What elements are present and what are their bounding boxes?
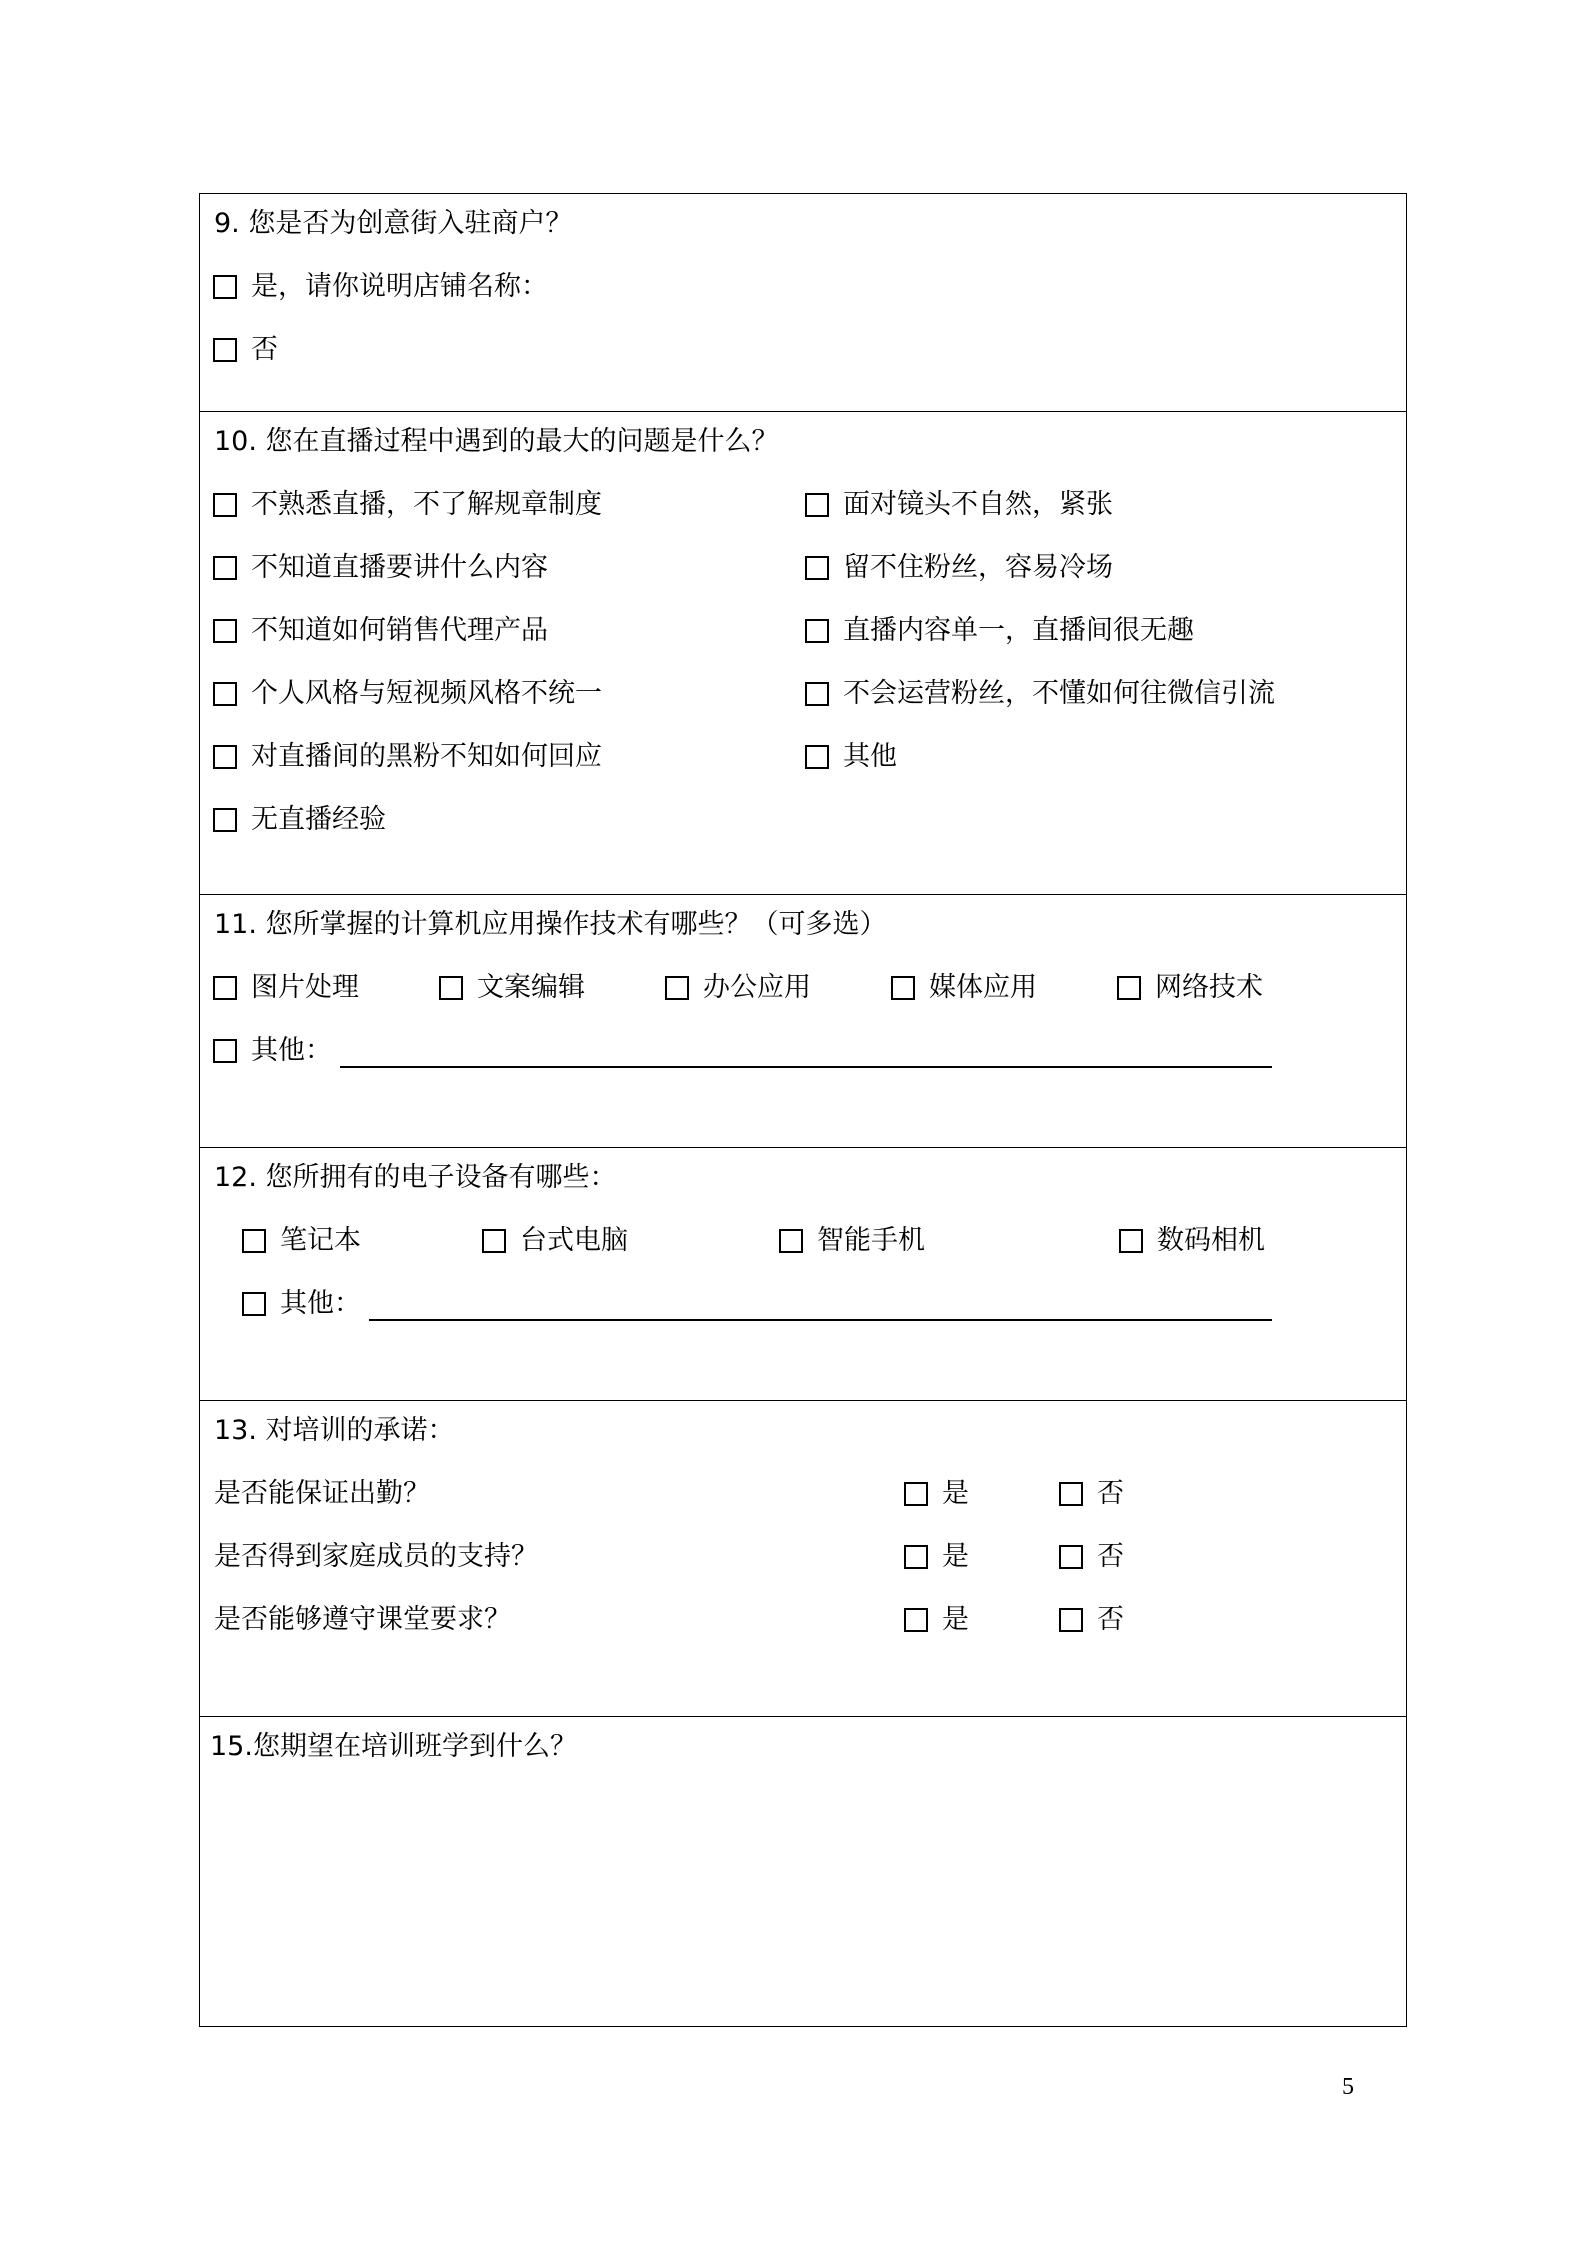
option-label: 台式电脑 xyxy=(520,1225,628,1256)
question-11-title: 11. 您所掌握的计算机应用操作技术有哪些？（可多选） xyxy=(214,909,887,940)
question-15-title: 15.您期望在培训班学到什么？ xyxy=(210,1731,577,1762)
option-label: 笔记本 xyxy=(280,1225,361,1256)
q11-option-other[interactable] xyxy=(213,1034,332,1068)
option-label: 无直播经验 xyxy=(251,804,386,835)
q10-option-10[interactable] xyxy=(805,740,897,774)
q12-option-3[interactable] xyxy=(779,1224,925,1258)
q13-row-1-yes[interactable] xyxy=(904,1477,969,1511)
checkbox[interactable] xyxy=(213,976,237,1000)
option-label: 否 xyxy=(251,334,278,365)
q11-option-2[interactable] xyxy=(439,971,585,1005)
option-label: 对直播间的黑粉不知如何回应 xyxy=(251,741,602,772)
checkbox[interactable] xyxy=(1117,976,1141,1000)
checkbox[interactable] xyxy=(213,682,237,706)
checkbox[interactable] xyxy=(213,808,237,832)
q12-option-other[interactable] xyxy=(242,1287,361,1321)
option-label: 办公应用 xyxy=(703,972,811,1003)
option-label: 否 xyxy=(1097,1478,1124,1509)
q10-option-11[interactable] xyxy=(213,803,386,837)
option-label: 是，请你说明店铺名称： xyxy=(251,271,548,302)
checkbox[interactable] xyxy=(213,619,237,643)
q9-option-no[interactable] xyxy=(213,333,278,367)
q10-option-8[interactable] xyxy=(805,677,1275,711)
option-label: 是 xyxy=(942,1478,969,1509)
checkbox[interactable] xyxy=(904,1608,928,1632)
q12-option-2[interactable] xyxy=(482,1224,628,1258)
q13-row-2-no[interactable] xyxy=(1059,1540,1124,1574)
checkbox[interactable] xyxy=(1059,1608,1083,1632)
q13-row-2-label: 是否得到家庭成员的支持？ xyxy=(214,1541,538,1572)
option-label: 不会运营粉丝，不懂如何往微信引流 xyxy=(843,678,1275,709)
q13-row-1-label: 是否能保证出勤？ xyxy=(214,1478,430,1509)
question-9-section xyxy=(200,194,1406,411)
checkbox[interactable] xyxy=(891,976,915,1000)
option-label: 不知道如何销售代理产品 xyxy=(251,615,548,646)
checkbox[interactable] xyxy=(805,556,829,580)
q12-other-fill-line[interactable] xyxy=(369,1319,1272,1321)
question-15-section[interactable] xyxy=(200,1716,1406,2025)
q10-option-1[interactable] xyxy=(213,488,602,522)
question-10-section xyxy=(200,411,1406,894)
q13-row-3-label: 是否能够遵守课堂要求？ xyxy=(214,1604,511,1635)
q13-row-2-yes[interactable] xyxy=(904,1540,969,1574)
question-12-title: 12. 您所拥有的电子设备有哪些： xyxy=(214,1162,617,1193)
option-label: 不知道直播要讲什么内容 xyxy=(251,552,548,583)
q11-option-4[interactable] xyxy=(891,971,1037,1005)
q12-option-4[interactable] xyxy=(1119,1224,1265,1258)
q13-row-3-yes[interactable] xyxy=(904,1603,969,1637)
option-label: 图片处理 xyxy=(251,972,359,1003)
question-13-title: 13. 对培训的承诺： xyxy=(214,1415,455,1446)
option-label: 否 xyxy=(1097,1604,1124,1635)
q10-option-3[interactable] xyxy=(213,551,548,585)
question-11-section xyxy=(200,894,1406,1147)
question-9-title: 9. 您是否为创意街入驻商户？ xyxy=(214,208,573,239)
checkbox[interactable] xyxy=(242,1229,266,1253)
option-label: 其他： xyxy=(280,1288,361,1319)
option-label: 直播内容单一，直播间很无趣 xyxy=(843,615,1194,646)
q10-option-6[interactable] xyxy=(805,614,1194,648)
checkbox[interactable] xyxy=(904,1545,928,1569)
question-12-section xyxy=(200,1147,1406,1400)
question-13-section xyxy=(200,1400,1406,1716)
question-10-title: 10. 您在直播过程中遇到的最大的问题是什么？ xyxy=(214,426,779,457)
q13-row-3-no[interactable] xyxy=(1059,1603,1124,1637)
option-label: 个人风格与短视频风格不统一 xyxy=(251,678,602,709)
checkbox[interactable] xyxy=(1119,1229,1143,1253)
checkbox[interactable] xyxy=(1059,1545,1083,1569)
q10-option-7[interactable] xyxy=(213,677,602,711)
q12-option-1[interactable] xyxy=(242,1224,361,1258)
checkbox[interactable] xyxy=(665,976,689,1000)
option-label: 其他 xyxy=(843,741,897,772)
checkbox[interactable] xyxy=(242,1292,266,1316)
option-label: 其他： xyxy=(251,1035,332,1066)
checkbox[interactable] xyxy=(805,493,829,517)
checkbox[interactable] xyxy=(1059,1482,1083,1506)
checkbox[interactable] xyxy=(779,1229,803,1253)
checkbox[interactable] xyxy=(482,1229,506,1253)
checkbox[interactable] xyxy=(213,745,237,769)
option-label: 网络技术 xyxy=(1155,972,1263,1003)
option-label: 智能手机 xyxy=(817,1225,925,1256)
q11-option-3[interactable] xyxy=(665,971,811,1005)
option-label: 留不住粉丝，容易冷场 xyxy=(843,552,1113,583)
option-label: 文案编辑 xyxy=(477,972,585,1003)
checkbox[interactable] xyxy=(213,275,237,299)
checkbox[interactable] xyxy=(439,976,463,1000)
checkbox[interactable] xyxy=(805,619,829,643)
option-label: 媒体应用 xyxy=(929,972,1037,1003)
checkbox[interactable] xyxy=(213,556,237,580)
q13-row-1-no[interactable] xyxy=(1059,1477,1124,1511)
checkbox[interactable] xyxy=(213,493,237,517)
survey-table xyxy=(199,193,1407,2027)
checkbox[interactable] xyxy=(805,745,829,769)
option-label: 否 xyxy=(1097,1541,1124,1572)
q10-option-4[interactable] xyxy=(805,551,1113,585)
q10-option-5[interactable] xyxy=(213,614,548,648)
checkbox[interactable] xyxy=(213,1039,237,1063)
checkbox[interactable] xyxy=(213,338,237,362)
q10-option-2[interactable] xyxy=(805,488,1113,522)
q10-option-9[interactable] xyxy=(213,740,602,774)
q11-other-fill-line[interactable] xyxy=(340,1066,1272,1068)
q9-option-yes[interactable] xyxy=(213,270,548,304)
option-label: 是 xyxy=(942,1604,969,1635)
q11-option-5[interactable] xyxy=(1117,971,1263,1005)
option-label: 面对镜头不自然，紧张 xyxy=(843,489,1113,520)
page-number: 5 xyxy=(1342,2074,1354,2100)
option-label: 是 xyxy=(942,1541,969,1572)
q11-option-1[interactable] xyxy=(213,971,359,1005)
checkbox[interactable] xyxy=(904,1482,928,1506)
option-label: 不熟悉直播，不了解规章制度 xyxy=(251,489,602,520)
checkbox[interactable] xyxy=(805,682,829,706)
option-label: 数码相机 xyxy=(1157,1225,1265,1256)
